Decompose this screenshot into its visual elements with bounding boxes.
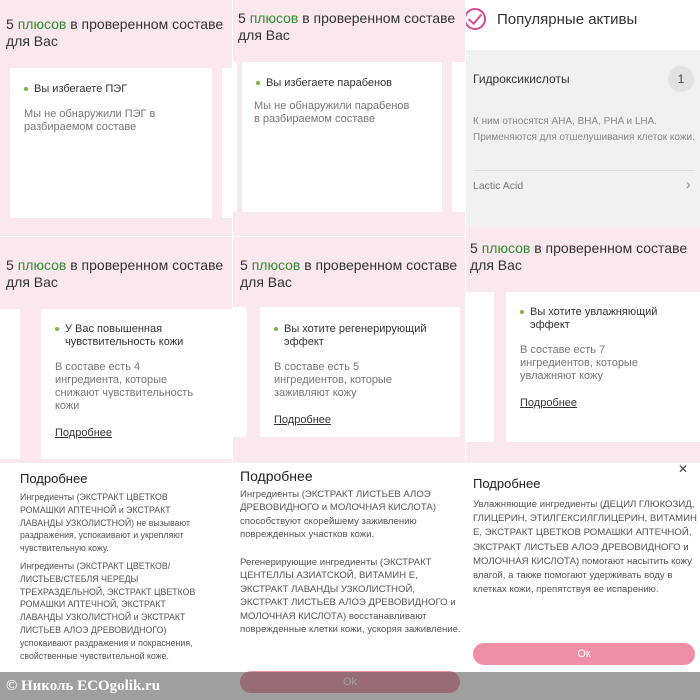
benefit-card[interactable] (242, 62, 442, 212)
tile-regeneration (233, 237, 465, 463)
header-highlight: плюсов (251, 257, 301, 273)
benefit-description: В составе есть 7 ингредиентов, которые увлажняют кожу (520, 344, 638, 382)
divider (473, 170, 695, 171)
actives-item-label: Гидроксикислоты (473, 72, 570, 86)
benefit-description: Мы не обнаружили парабенов в разбираемом составе (254, 100, 410, 125)
tile-sensitivity (0, 237, 232, 463)
header-text: в проверенном составе для Вас (6, 16, 224, 49)
benefit-description: Мы не обнаружили ПЭГ в разбираемом составе (24, 108, 156, 133)
watermark: © Николь ECOgolik.ru (0, 672, 700, 700)
header-count: 5 (6, 16, 18, 32)
tile-header (240, 257, 460, 291)
prev-card-peek (466, 292, 494, 442)
sheet-title: Подробнее (473, 476, 541, 491)
actives-item[interactable] (466, 56, 700, 166)
prev-card-peek (0, 309, 20, 459)
header-highlight: плюсов (17, 257, 67, 273)
tile-header (6, 16, 226, 50)
more-link[interactable]: Подробнее (520, 397, 578, 409)
header-highlight: плюсов (17, 16, 67, 32)
benefit-title: Вы хотите регенерирующий эффект (274, 323, 449, 349)
header-count: 5 (240, 257, 252, 273)
actives-subitem[interactable] (466, 174, 700, 200)
tile-parabens (233, 0, 465, 236)
header-text: в проверенном составе для Вас (470, 240, 688, 273)
actives-item-description: К ним относятся AHA, BHA, PHA и LHA. Применяются для отшелушивания клеток кожи. (473, 116, 695, 143)
next-card-peek (452, 62, 465, 212)
benefit-description: В составе есть 4 ингредиента, которые снижают чувствительность кожи (55, 361, 194, 412)
sheet-paragraph: Ингредиенты (ЭКСТРАКТ ЦВЕТКОВ РОМАШКИ АПТЕЧНОЙ и ЭКСТРАКТ ЛАВАНДЫ УЗКОЛИСТНОЙ) не вызывают раздражения, успокаивают и укрепляют чувствительную кожу. (20, 492, 190, 554)
header-highlight: плюсов (249, 10, 299, 26)
header-text: в проверенном составе для Вас (240, 257, 458, 290)
benefit-title: Вы избегаете ПЭГ (24, 83, 204, 96)
actives-header (466, 0, 700, 50)
details-sheet-regeneration (233, 464, 465, 700)
tile-peg (0, 0, 232, 236)
sheet-title: Подробнее (20, 471, 88, 486)
tile-popular-actives (466, 0, 700, 236)
count-badge: 1 (668, 66, 694, 92)
benefit-title: Вы хотите увлажняющий эффект (520, 306, 680, 332)
benefit-title: У Вас повышенная чувствительность кожи (55, 323, 230, 349)
benefit-card[interactable] (260, 307, 460, 437)
sheet-title: Подробнее (240, 468, 313, 484)
header-count: 5 (238, 10, 250, 26)
header-count: 5 (470, 240, 482, 256)
sheet-paragraph: Ингредиенты (ЭКСТРАКТ ЛИСТЬЕВ АЛОЭ ДРЕВОВИДНОГО и МОЛОЧНАЯ КИСЛОТА) способствуют скорейшему заживлению поврежденных участков кожи. (240, 489, 437, 541)
tile-header (238, 10, 458, 44)
subitem-label: Lactic Acid (473, 180, 524, 192)
close-icon[interactable]: ✕ (678, 464, 689, 476)
header-text: в проверенном составе для Вас (238, 10, 456, 43)
details-sheet-sensitivity (0, 464, 232, 700)
details-sheet-moisturizing (466, 464, 700, 700)
prev-card-peek (233, 62, 237, 212)
benefit-description: В составе есть 5 ингредиентов, которые заживляют кожу (274, 361, 392, 399)
more-link[interactable]: Подробнее (274, 414, 332, 426)
next-card-peek (222, 68, 232, 218)
header-text: в проверенном составе для Вас (6, 257, 224, 290)
tile-moisturizing (466, 228, 700, 463)
actives-title: Популярные активы (497, 11, 638, 28)
header-highlight: плюсов (481, 240, 531, 256)
sheet-paragraph: Регенерирующие ингредиенты (ЭКСТРАКТ ЦЕНТЕЛЛЫ АЗИАТСКОЙ, ВИТАМИН Е, ЭКСТРАКТ ЛАВАНДЫ УЗКОЛИСТНОЙ, ЭКСТРАКТ ЛИСТЬЕВ АЛОЭ ДРЕВОВИДНОГО и МОЛОЧНАЯ КИСЛОТА) восстанавливают поврежденные клетки кожи, ускоряя заживление. (240, 557, 461, 636)
header-count: 5 (6, 257, 18, 273)
sheet-paragraph: Увлажняющие ингредиенты (ДЕЦИЛ ГЛЮКОЗИД, ГЛИЦЕРИН, ЭТИЛГЕКСИЛГЛИЦЕРИН, ВИТАМИН Е, ЭКСТРАКТ ЦВЕТКОВ РОМАШКИ АПТЕЧНОЙ, ЭКСТРАКТ ЛИСТЬЕВ АЛОЭ ДРЕВОВИДНОГО и МОЛОЧНАЯ КИСЛОТА) помогают насытить кожу влагой, а также помогают удерживать воду в клетках кожи, препятствуя ее испарению. (473, 499, 697, 596)
more-link[interactable]: Подробнее (55, 427, 113, 439)
chevron-right-icon: › (686, 176, 691, 192)
tile-header (6, 257, 226, 291)
tile-header (470, 240, 695, 274)
ok-button[interactable]: Ок (473, 643, 695, 665)
benefit-card[interactable] (10, 68, 212, 218)
checkmark-icon (466, 8, 486, 30)
sheet-paragraph: Ингредиенты (ЭКСТРАКТ ЦВЕТКОВ/ЛИСТЬЕВ/СТЕБЛЯ ЧЕРЕДЫ ТРЕХРАЗДЕЛЬНОЙ, ЭКСТРАКТ ЦВЕТКОВ РОМАШКИ АПТЕЧНОЙ, ЭКСТРАКТ ЛАВАНДЫ УЗКОЛИСТНОЙ и ЭКСТРАКТ ЛИСТЬЕВ АЛОЭ ДРЕВОВИДНОГО) успокаивают раздражения и покраснения, свойственные чувствительной коже. (20, 561, 196, 661)
benefit-title: Вы избегаете парабенов (256, 77, 436, 90)
benefit-card[interactable] (506, 292, 700, 442)
prev-card-peek (233, 307, 247, 437)
benefit-card[interactable] (41, 309, 232, 459)
